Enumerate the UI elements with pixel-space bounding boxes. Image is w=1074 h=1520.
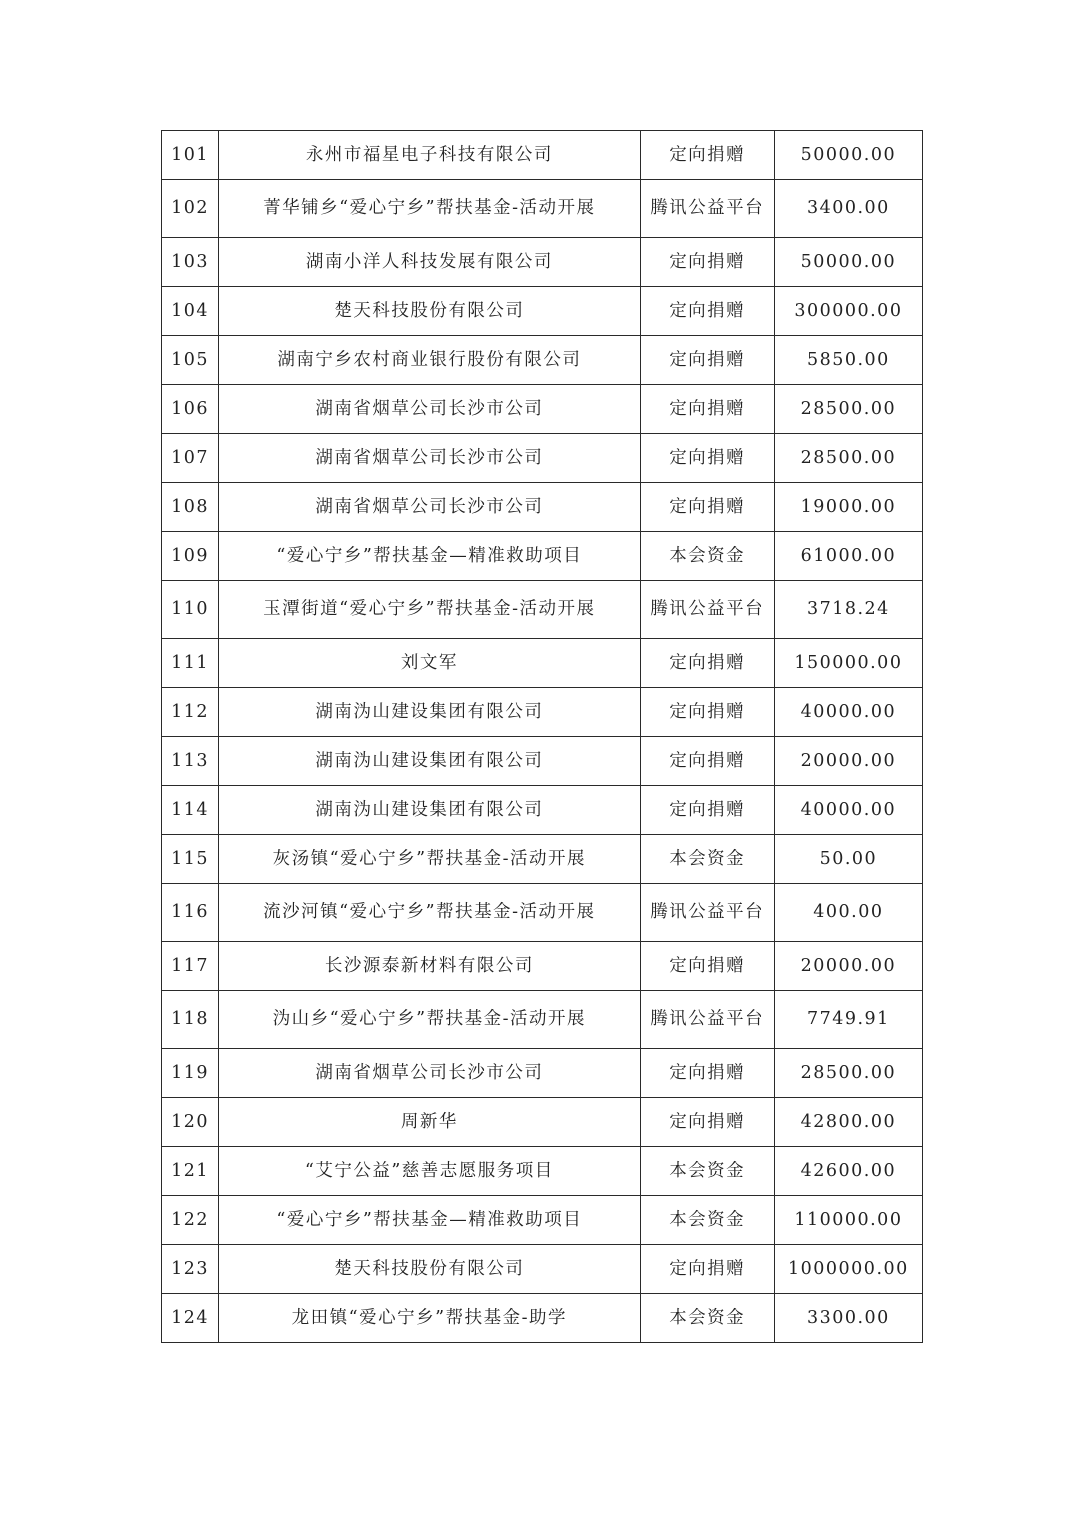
- recipient-name-cell: 玉潭街道“爱心宁乡”帮扶基金-活动开展: [219, 581, 641, 639]
- table-row: [162, 1294, 923, 1343]
- table-row: [162, 884, 923, 942]
- recipient-name-cell: 周新华: [219, 1098, 641, 1147]
- table-row: [162, 1049, 923, 1098]
- row-number-cell: 104: [162, 287, 219, 336]
- row-number-cell: 117: [162, 942, 219, 991]
- fund-source-cell: 定向捐赠: [640, 688, 774, 737]
- fund-source-cell: 定向捐赠: [640, 786, 774, 835]
- donation-table-body: [162, 131, 923, 1343]
- row-number-cell: 121: [162, 1147, 219, 1196]
- row-number-cell: 120: [162, 1098, 219, 1147]
- table-row: [162, 688, 923, 737]
- fund-source-cell: 定向捐赠: [640, 385, 774, 434]
- table-row: [162, 786, 923, 835]
- table-row: [162, 835, 923, 884]
- recipient-name-cell: 湖南宁乡农村商业银行股份有限公司: [219, 336, 641, 385]
- recipient-name-cell: 流沙河镇“爱心宁乡”帮扶基金-活动开展: [219, 884, 641, 942]
- row-number-cell: 111: [162, 639, 219, 688]
- amount-cell: 28500.00: [774, 385, 922, 434]
- fund-source-cell: 定向捐赠: [640, 131, 774, 180]
- fund-source-cell: 定向捐赠: [640, 737, 774, 786]
- recipient-name-cell: “艾宁公益”慈善志愿服务项目: [219, 1147, 641, 1196]
- row-number-cell: 105: [162, 336, 219, 385]
- fund-source-cell: 本会资金: [640, 1147, 774, 1196]
- recipient-name-cell: 龙田镇“爱心宁乡”帮扶基金-助学: [219, 1294, 641, 1343]
- row-number-cell: 106: [162, 385, 219, 434]
- fund-source-cell: 腾讯公益平台: [640, 180, 774, 238]
- amount-cell: 20000.00: [774, 737, 922, 786]
- amount-cell: 61000.00: [774, 532, 922, 581]
- amount-cell: 19000.00: [774, 483, 922, 532]
- amount-cell: 28500.00: [774, 434, 922, 483]
- amount-cell: 20000.00: [774, 942, 922, 991]
- amount-cell: 1000000.00: [774, 1245, 922, 1294]
- recipient-name-cell: 湖南小洋人科技发展有限公司: [219, 238, 641, 287]
- recipient-name-cell: 湖南沩山建设集团有限公司: [219, 737, 641, 786]
- table-row: [162, 238, 923, 287]
- fund-source-cell: 本会资金: [640, 1196, 774, 1245]
- row-number-cell: 101: [162, 131, 219, 180]
- amount-cell: 40000.00: [774, 786, 922, 835]
- table-row: [162, 737, 923, 786]
- fund-source-cell: 定向捐赠: [640, 1098, 774, 1147]
- table-row: [162, 1147, 923, 1196]
- amount-cell: 3718.24: [774, 581, 922, 639]
- fund-source-cell: 定向捐赠: [640, 639, 774, 688]
- row-number-cell: 113: [162, 737, 219, 786]
- amount-cell: 42600.00: [774, 1147, 922, 1196]
- fund-source-cell: 本会资金: [640, 1294, 774, 1343]
- recipient-name-cell: 湖南沩山建设集团有限公司: [219, 688, 641, 737]
- amount-cell: 110000.00: [774, 1196, 922, 1245]
- table-row: [162, 639, 923, 688]
- table-row: [162, 385, 923, 434]
- table-row: [162, 532, 923, 581]
- row-number-cell: 109: [162, 532, 219, 581]
- amount-cell: 300000.00: [774, 287, 922, 336]
- fund-source-cell: 腾讯公益平台: [640, 991, 774, 1049]
- row-number-cell: 122: [162, 1196, 219, 1245]
- amount-cell: 5850.00: [774, 336, 922, 385]
- table-row: [162, 336, 923, 385]
- recipient-name-cell: 楚天科技股份有限公司: [219, 1245, 641, 1294]
- recipient-name-cell: 菁华铺乡“爱心宁乡”帮扶基金-活动开展: [219, 180, 641, 238]
- fund-source-cell: 定向捐赠: [640, 287, 774, 336]
- row-number-cell: 115: [162, 835, 219, 884]
- amount-cell: 50.00: [774, 835, 922, 884]
- row-number-cell: 108: [162, 483, 219, 532]
- table-row: [162, 180, 923, 238]
- row-number-cell: 103: [162, 238, 219, 287]
- fund-source-cell: 本会资金: [640, 532, 774, 581]
- row-number-cell: 102: [162, 180, 219, 238]
- recipient-name-cell: 湖南省烟草公司长沙市公司: [219, 483, 641, 532]
- fund-source-cell: 腾讯公益平台: [640, 884, 774, 942]
- table-row: [162, 1196, 923, 1245]
- amount-cell: 3400.00: [774, 180, 922, 238]
- recipient-name-cell: 灰汤镇“爱心宁乡”帮扶基金-活动开展: [219, 835, 641, 884]
- recipient-name-cell: 湖南省烟草公司长沙市公司: [219, 1049, 641, 1098]
- recipient-name-cell: “爱心宁乡”帮扶基金—精准救助项目: [219, 532, 641, 581]
- fund-source-cell: 定向捐赠: [640, 1245, 774, 1294]
- fund-source-cell: 定向捐赠: [640, 942, 774, 991]
- table-row: [162, 287, 923, 336]
- row-number-cell: 123: [162, 1245, 219, 1294]
- amount-cell: 150000.00: [774, 639, 922, 688]
- row-number-cell: 110: [162, 581, 219, 639]
- row-number-cell: 119: [162, 1049, 219, 1098]
- recipient-name-cell: 湖南省烟草公司长沙市公司: [219, 385, 641, 434]
- amount-cell: 40000.00: [774, 688, 922, 737]
- recipient-name-cell: 湖南省烟草公司长沙市公司: [219, 434, 641, 483]
- table-row: [162, 131, 923, 180]
- fund-source-cell: 定向捐赠: [640, 1049, 774, 1098]
- recipient-name-cell: 湖南沩山建设集团有限公司: [219, 786, 641, 835]
- fund-source-cell: 定向捐赠: [640, 336, 774, 385]
- amount-cell: 50000.00: [774, 131, 922, 180]
- recipient-name-cell: 沩山乡“爱心宁乡”帮扶基金-活动开展: [219, 991, 641, 1049]
- recipient-name-cell: 长沙源泰新材料有限公司: [219, 942, 641, 991]
- amount-cell: 28500.00: [774, 1049, 922, 1098]
- recipient-name-cell: “爱心宁乡”帮扶基金—精准救助项目: [219, 1196, 641, 1245]
- amount-cell: 7749.91: [774, 991, 922, 1049]
- fund-source-cell: 定向捐赠: [640, 483, 774, 532]
- fund-source-cell: 定向捐赠: [640, 434, 774, 483]
- amount-cell: 400.00: [774, 884, 922, 942]
- row-number-cell: 116: [162, 884, 219, 942]
- amount-cell: 42800.00: [774, 1098, 922, 1147]
- recipient-name-cell: 永州市福星电子科技有限公司: [219, 131, 641, 180]
- table-row: [162, 434, 923, 483]
- row-number-cell: 112: [162, 688, 219, 737]
- table-row: [162, 991, 923, 1049]
- row-number-cell: 107: [162, 434, 219, 483]
- recipient-name-cell: 楚天科技股份有限公司: [219, 287, 641, 336]
- table-row: [162, 1245, 923, 1294]
- recipient-name-cell: 刘文军: [219, 639, 641, 688]
- donation-table: [161, 130, 923, 1343]
- table-row: [162, 581, 923, 639]
- row-number-cell: 124: [162, 1294, 219, 1343]
- fund-source-cell: 腾讯公益平台: [640, 581, 774, 639]
- amount-cell: 3300.00: [774, 1294, 922, 1343]
- fund-source-cell: 定向捐赠: [640, 238, 774, 287]
- amount-cell: 50000.00: [774, 238, 922, 287]
- row-number-cell: 114: [162, 786, 219, 835]
- table-row: [162, 942, 923, 991]
- fund-source-cell: 本会资金: [640, 835, 774, 884]
- table-row: [162, 483, 923, 532]
- row-number-cell: 118: [162, 991, 219, 1049]
- table-row: [162, 1098, 923, 1147]
